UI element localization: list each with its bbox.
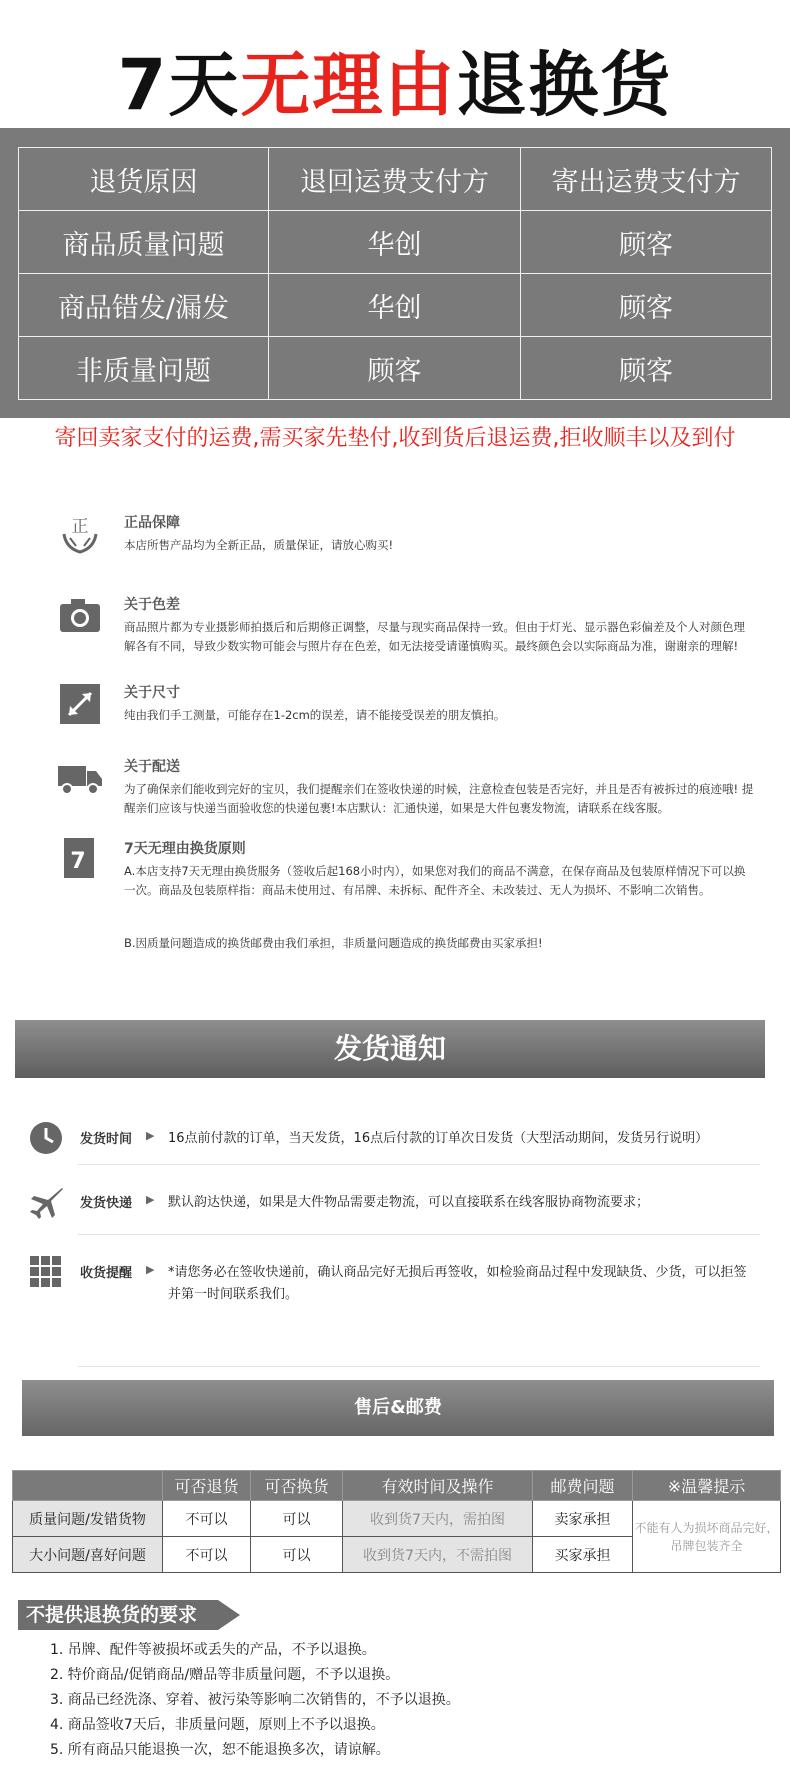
header-cell: 有效时间及操作: [343, 1471, 533, 1501]
title-highlight: 无理由: [240, 44, 457, 126]
guarantee-title: 正品保障: [124, 515, 180, 531]
header-cell: ※温馨提示: [633, 1471, 781, 1501]
guarantee-title: 7天无理由换货原则: [124, 841, 246, 857]
header-cell: 退回运费支付方: [269, 148, 521, 211]
guarantee-text: 商品照片都为专业摄影师拍摄后和后期修正调整，尽量与现实商品保持一致。但由于灯光、显示器色彩偏差及个人对颜色理解各有不同，导致少数实物可能会与照片存在色差，如无法接受请谨慎购买。最终颜色会以实际商品为准，谢谢亲的理解!: [124, 620, 745, 653]
table-cell: 收到货7天内，不需拍图: [343, 1537, 533, 1573]
no-return-title-text: 不提供退换货的要求: [26, 1604, 198, 1626]
guarantee-text-b: B.因质量问题造成的换货邮费由我们承担，非质量问题造成的换货邮费由买家承担!: [124, 936, 543, 950]
shipping-text: *请您务必在签收快递前，确认商品完好无损后再签收，如检验商品过程中发现缺货、少货，可以拒签并第一时间联系我们。: [168, 1265, 747, 1302]
header-cell: 可否退货: [163, 1471, 251, 1501]
return-fee-table: [18, 147, 772, 400]
arrow-right-icon: ▶: [146, 1263, 155, 1276]
airplane-icon: [28, 1184, 64, 1220]
table-cell: 不可以: [163, 1537, 251, 1573]
header-cell: [13, 1471, 163, 1501]
arrow-right-icon: ▶: [146, 1129, 155, 1142]
title-prefix: 7天: [117, 44, 241, 126]
table-cell: 商品错发/漏发: [19, 274, 269, 337]
shipping-label: 发货时间: [80, 1132, 133, 1147]
shipping-text: 16点前付款的订单，当天发货，16点后付款的订单次日发货（大型活动期间，发货另行说明）: [168, 1131, 709, 1146]
divider: [78, 1164, 760, 1165]
guarantee-title: 关于配送: [124, 759, 180, 775]
camera-icon: [58, 594, 102, 638]
table-cell: 商品质量问题: [19, 211, 269, 274]
header-cell: 退货原因: [19, 148, 269, 211]
after-sales-bar: 售后&邮费: [22, 1380, 774, 1436]
header-cell: 邮费问题: [533, 1471, 633, 1501]
table-cell: 顾客: [521, 274, 772, 337]
guarantee-text: 本店所售产品均为全新正品，质量保证，请放心购买!: [124, 538, 394, 552]
no-return-list: [50, 1638, 770, 1763]
handshake-zheng-icon: [58, 512, 102, 556]
title-suffix: 退换货: [456, 44, 673, 126]
table-cell: 卖家承担: [533, 1501, 633, 1537]
grid-icon: [28, 1254, 64, 1290]
list-item: 4. 商品签收7天后，非质量问题，原则上不予以退换。: [50, 1717, 385, 1733]
header-cell: 可否换货: [251, 1471, 343, 1501]
no-return-title: [18, 1600, 248, 1630]
divider: [78, 1366, 760, 1367]
shipping-notice-bar: 发货通知: [15, 1020, 765, 1078]
return-policy-panel: [0, 128, 790, 418]
return-fee-note: 寄回卖家支付的运费,需买家先垫付,收到货后退运费,拒收顺丰以及到付: [54, 426, 736, 451]
list-item: 5. 所有商品只能退换一次，恕不能退换多次，请谅解。: [50, 1742, 390, 1758]
table-cell: 买家承担: [533, 1537, 633, 1573]
after-sales-table: [12, 1470, 781, 1573]
table-cell: 可以: [251, 1501, 343, 1537]
divider: [78, 1234, 760, 1235]
resize-arrow-icon: [58, 682, 102, 726]
table-row: [19, 274, 772, 337]
guarantee-text: 为了确保亲们能收到完好的宝贝，我们提醒亲们在签收快递的时候，注意检查包装是否完好，并且是否有被拆过的痕迹哦! 提醒亲们应该与快递当面验收您的快递包裹!本店默认：汇通快递，如果是大件包裹发物流，请联系在线客服。: [124, 782, 754, 815]
table-row: [19, 337, 772, 400]
table-cell: 顾客: [521, 211, 772, 274]
svg-text:7: 7: [70, 849, 86, 874]
guarantee-title: 关于色差: [124, 597, 180, 613]
table-cell: 顾客: [269, 337, 521, 400]
header-cell: 寄出运费支付方: [521, 148, 772, 211]
warm-tip-cell: 不能有人为损坏商品完好，吊牌包装齐全: [633, 1501, 781, 1573]
table-row: [19, 211, 772, 274]
table-cell: 非质量问题: [19, 337, 269, 400]
table-cell: 可以: [251, 1537, 343, 1573]
guarantee-title: 关于尺寸: [124, 685, 180, 701]
table-cell: 质量问题/发错货物: [13, 1501, 163, 1537]
table-cell: 大小问题/喜好问题: [13, 1537, 163, 1573]
arrow-right-icon: ▶: [146, 1193, 155, 1206]
svg-text:正: 正: [71, 517, 89, 537]
guarantee-text: 纯由我们手工测量，可能存在1-2cm的误差，请不能接受误差的朋友慎拍。: [124, 708, 506, 722]
table-header-row: [19, 148, 772, 211]
table-cell: 华创: [269, 274, 521, 337]
list-item: 1. 吊牌、配件等被损坏或丢失的产品，不予以退换。: [50, 1642, 376, 1658]
table-cell: 不可以: [163, 1501, 251, 1537]
shipping-label: 收货提醒: [80, 1266, 133, 1281]
guarantee-text-a: A.本店支持7天无理由换货服务（签收后起168小时内），如果您对我们的商品不满意，在保存商品及包装原样情况下可以换一次。商品及包装原样指：商品未使用过、有吊牌、未拆标、配件齐全、未改装过、无人为损坏、不影响二次销售。: [124, 864, 746, 897]
clock-icon: [28, 1120, 64, 1156]
table-cell: 收到货7天内，需拍图: [343, 1501, 533, 1537]
page-title: [0, 40, 790, 130]
seven-day-icon: [58, 838, 102, 882]
table-row: [13, 1501, 781, 1537]
table-cell: 顾客: [521, 337, 772, 400]
list-item: 2. 特价商品/促销商品/赠品等非质量问题，不予以退换。: [50, 1667, 400, 1683]
list-item: 3. 商品已经洗涤、穿着、被污染等影响二次销售的，不予以退换。: [50, 1692, 460, 1708]
table-header-row: [13, 1471, 781, 1501]
table-cell: 华创: [269, 211, 521, 274]
shipping-text: 默认韵达快递，如果是大件物品需要走物流，可以直接联系在线客服协商物流要求；: [168, 1195, 650, 1210]
shipping-label: 发货快递: [80, 1196, 133, 1211]
truck-icon: [58, 756, 102, 800]
